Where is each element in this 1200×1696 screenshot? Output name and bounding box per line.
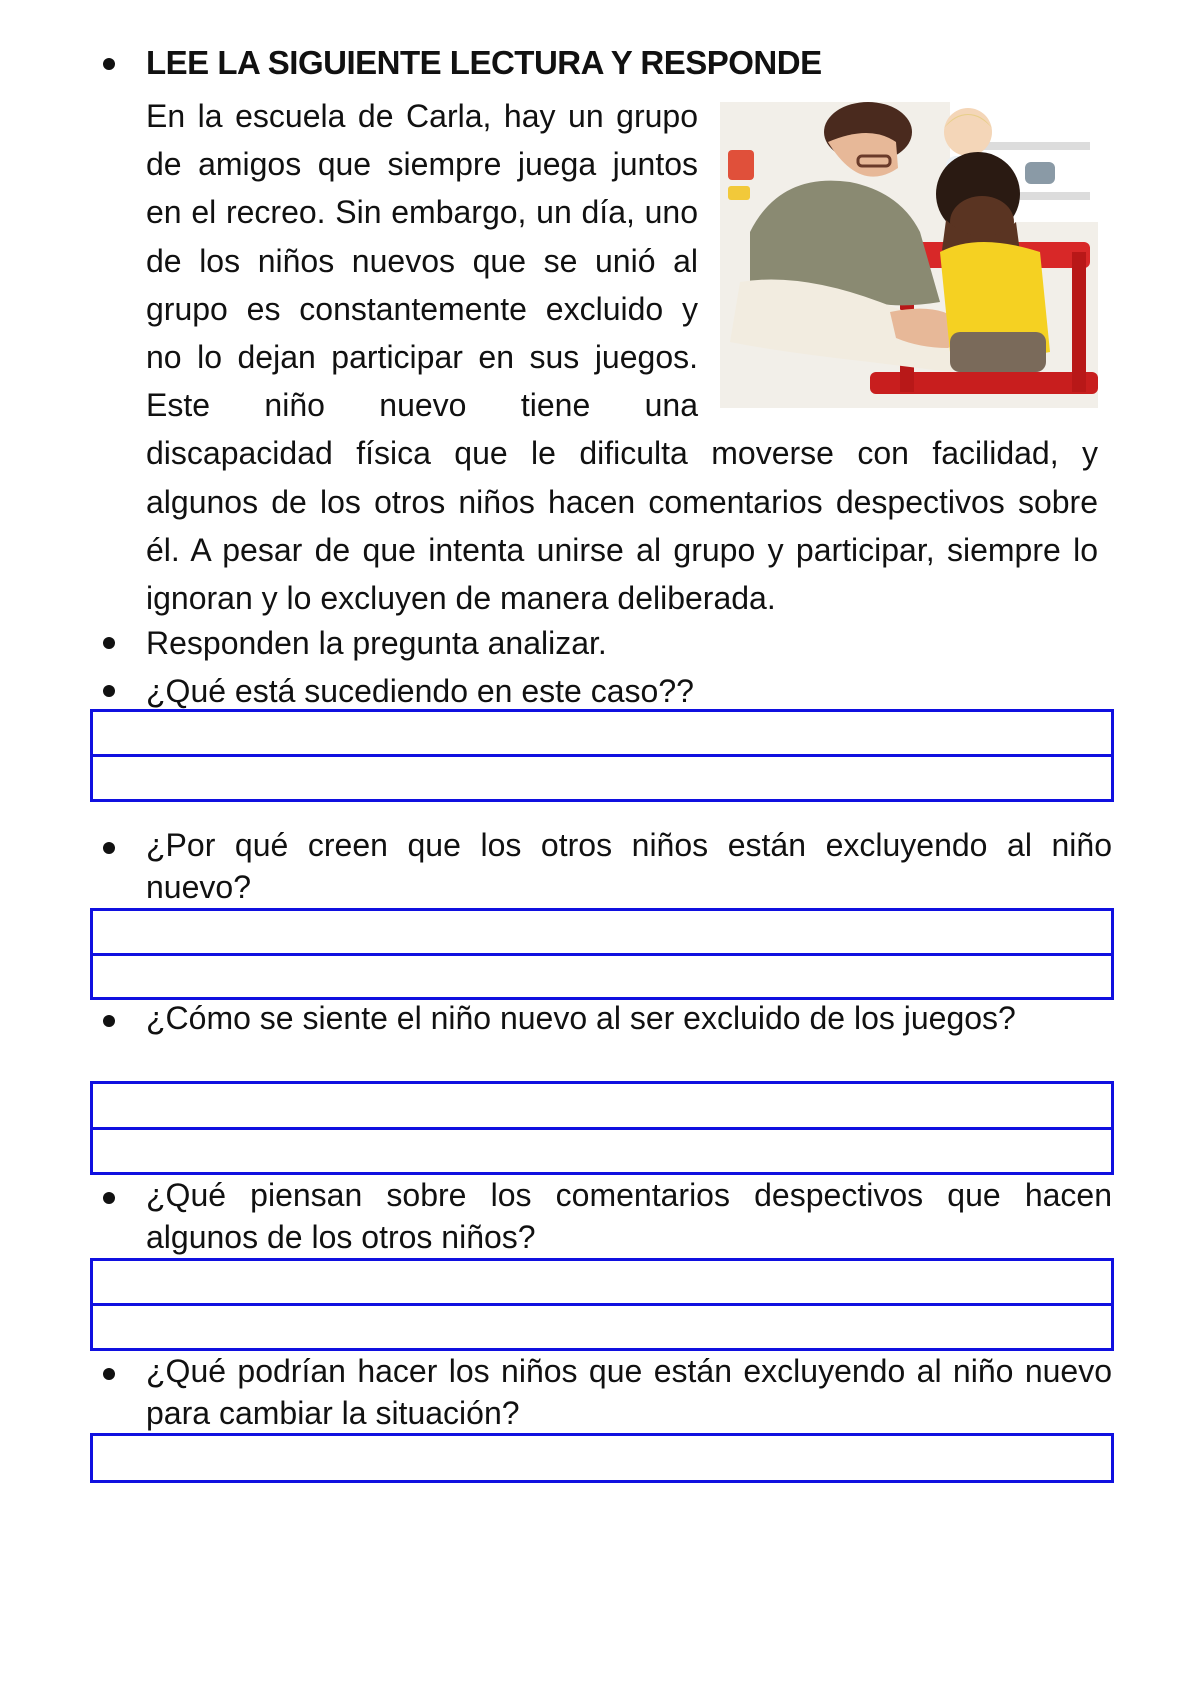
- reading-passage: [146, 92, 1098, 622]
- bullet-icon: [103, 1368, 115, 1380]
- reading-text: En la escuela de Carla, hay un grupo de amigos que siempre juega juntos en el recreo. Sin embargo, un día, uno de los niños nuevos que se unió al grupo es constantemente excluido y no lo dejan participar en sus juegos. Este niño nuevo tiene una discapacidad física que le dificulta moverse con facilidad, y algunos de los otros niños hacen comentarios despectivos sobre él. A pesar de que intenta unirse al grupo y participar, siempre lo ignoran y lo excluyen de manera deliberada.: [146, 98, 1098, 617]
- answer-box-5[interactable]: [90, 1433, 1114, 1483]
- bullet-icon: [103, 685, 115, 697]
- answer-line-divider: [93, 754, 1111, 757]
- bullet-icon: [103, 58, 115, 70]
- bullet-icon: [103, 1015, 115, 1027]
- bullet-icon: [103, 1192, 115, 1204]
- page-title: LEE LA SIGUIENTE LECTURA Y RESPONDE: [146, 44, 822, 81]
- answer-box-3[interactable]: [90, 1081, 1114, 1175]
- bullet-icon: [103, 637, 115, 649]
- reading-photo: [720, 102, 1098, 408]
- question-2: ¿Por qué creen que los otros niños están excluyendo al niño nuevo?: [146, 827, 1112, 905]
- instruction-text: Responden la pregunta analizar.: [146, 625, 607, 661]
- bullet-icon: [103, 842, 115, 854]
- answer-line-divider: [93, 953, 1111, 956]
- answer-box-4[interactable]: [90, 1258, 1114, 1351]
- question-5: ¿Qué podrían hacer los niños que están excluyendo al niño nuevo para cambiar la situación?: [146, 1353, 1112, 1431]
- answer-box-1[interactable]: [90, 709, 1114, 802]
- question-3: ¿Cómo se siente el niño nuevo al ser excluido de los juegos?: [146, 1000, 1016, 1036]
- answer-box-2[interactable]: [90, 908, 1114, 1000]
- classroom-photo-illustration: [720, 102, 1098, 408]
- question-4: ¿Qué piensan sobre los comentarios despectivos que hacen algunos de los otros niños?: [146, 1177, 1112, 1255]
- answer-line-divider: [93, 1303, 1111, 1306]
- answer-line-divider: [93, 1127, 1111, 1130]
- question-1: ¿Qué está sucediendo en este caso??: [146, 673, 694, 709]
